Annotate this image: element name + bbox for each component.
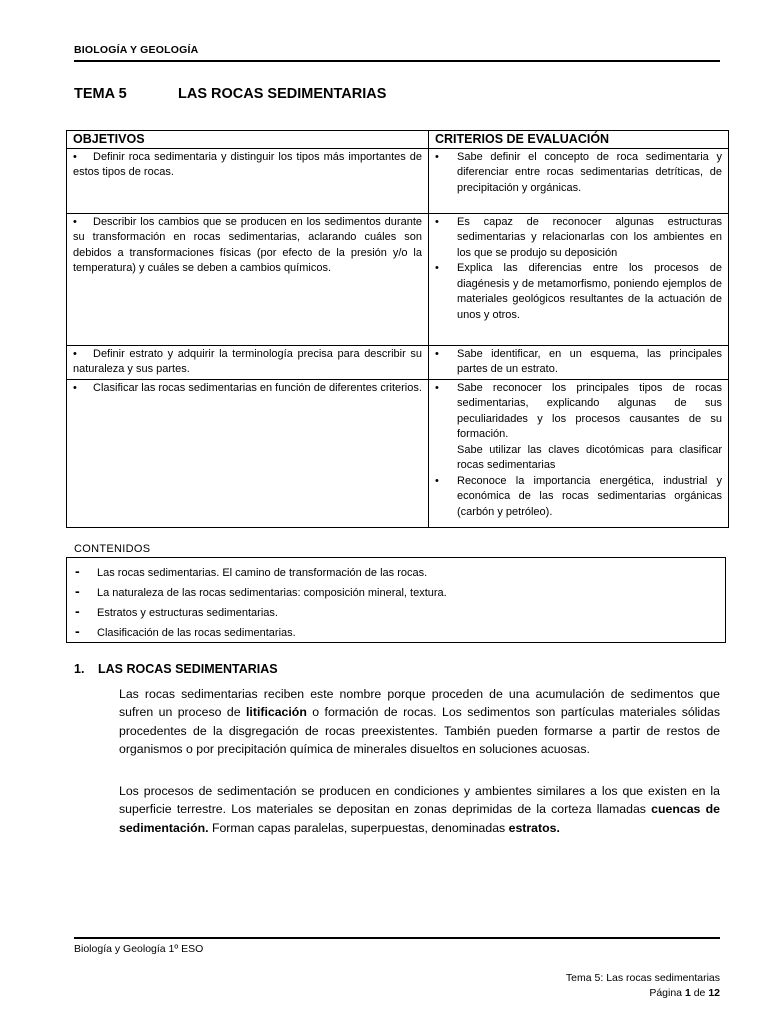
criteria-continuation: Sabe utilizar las claves dicotómicas para clasificar rocas sedimentarias — [457, 443, 722, 471]
criteria-cell — [429, 379, 729, 527]
dash-icon: - — [75, 563, 80, 579]
footer-course: Biología y Geología 1º ESO — [74, 943, 204, 955]
criteria-text: Sabe definir el concepto de roca sedimentaria y diferenciar entre rocas sedimentarias detríticas, de precipitación y orgánicas. — [457, 150, 722, 194]
criteria-cell — [429, 345, 729, 379]
bullet-icon: • — [73, 215, 77, 228]
page-total: 12 — [708, 987, 720, 999]
table-header-row — [67, 131, 729, 149]
contenidos-item-text: Estratos y estructuras sedimentarias. — [97, 607, 278, 619]
criteria-item — [435, 150, 722, 197]
objective-text: Definir estrato y adquirir la terminología precisa para describir su naturaleza y sus partes. — [73, 347, 422, 375]
footer-divider — [74, 937, 720, 939]
bullet-icon: • — [73, 347, 77, 360]
criteria-text: Explica las diferencias entre los procesos de diagénesis y de metamorfismo, poniendo ejemplos de materiales geológicos resultantes de la actuación de unos y otros. — [457, 262, 722, 321]
title-number: TEMA 5 — [74, 86, 127, 102]
table-row — [67, 148, 729, 213]
section-heading — [74, 662, 278, 676]
list-item — [75, 601, 725, 621]
table-row — [67, 345, 729, 379]
contenidos-box — [66, 557, 726, 643]
body-paragraph-2 — [119, 782, 720, 837]
column-header-criterios: CRITERIOS DE EVALUACIÓN — [429, 131, 729, 149]
objective-cell — [67, 379, 429, 527]
term-cuencas: cuencas de sedimentación. — [119, 802, 720, 835]
objective-cell — [67, 345, 429, 379]
criteria-cell — [429, 213, 729, 345]
criteria-item — [435, 474, 722, 521]
objective-text: Describir los cambios que se producen en los sedimentos durante su transformación en rocas sedimentarias, aclarando cuáles son debidos a transformaciones físicas (por efecto de la presión y/o la temperatura) y cuáles se deben a cambios químicos. — [73, 215, 422, 274]
table-row — [67, 213, 729, 345]
page-of: de — [693, 987, 706, 999]
objective-cell — [67, 148, 429, 213]
bullet-icon: • — [435, 381, 439, 394]
section-number: 1. — [74, 662, 85, 676]
criteria-text: Sabe identificar, en un esquema, las principales partes de un estrato. — [457, 347, 722, 375]
criteria-item — [435, 261, 722, 323]
criteria-text: Es capaz de reconocer algunas estructuras sedimentarias y relacionarlas con los ambientes en los que se produjo su deposición — [457, 215, 722, 259]
footer-page-info — [566, 971, 720, 1001]
objective-text: Clasificar las rocas sedimentarias en función de diferentes criterios. — [93, 381, 422, 394]
objective-text: Definir roca sedimentaria y distinguir los tipos más importantes de estos tipos de rocas. — [73, 150, 422, 178]
bullet-icon: • — [73, 150, 77, 163]
criteria-item — [435, 347, 722, 378]
list-item — [75, 561, 725, 581]
contenidos-item-text: Clasificación de las rocas sedimentarias. — [97, 627, 296, 639]
contenidos-item-text: Las rocas sedimentarias. El camino de transformación de las rocas. — [97, 567, 428, 579]
page-word: Página — [649, 987, 683, 999]
section-title: LAS ROCAS SEDIMENTARIAS — [98, 662, 278, 676]
list-item — [75, 621, 725, 641]
contenidos-label: CONTENIDOS — [74, 543, 151, 555]
title-name: LAS ROCAS SEDIMENTARIAS — [178, 86, 387, 102]
dash-icon: - — [75, 603, 80, 619]
column-header-objetivos: OBJETIVOS — [67, 131, 429, 149]
dash-icon: - — [75, 623, 80, 639]
criteria-cell — [429, 148, 729, 213]
page-current: 1 — [684, 987, 691, 999]
term-estratos: estratos. — [508, 820, 560, 835]
bullet-icon: • — [435, 150, 439, 163]
body-paragraph-1 — [119, 685, 720, 758]
bullet-icon: • — [73, 381, 77, 394]
page-number — [566, 986, 720, 1001]
criteria-text: Reconoce la importancia energética, industrial y económica de las rocas sedimentarias orgánicas (carbón y petróleo). — [457, 474, 722, 518]
footer-topic: Tema 5: Las rocas sedimentarias — [565, 972, 720, 984]
table-row — [67, 379, 729, 527]
dash-icon: - — [75, 583, 80, 599]
paragraph-text: Las rocas sedimentarias reciben este nombre porque proceden de una acumulación de sedimentos que sufren un proceso de — [119, 687, 720, 720]
contenidos-item-text: La naturaleza de las rocas sedimentarias: composición mineral, textura. — [97, 587, 447, 599]
criteria-item — [435, 381, 722, 443]
page-header — [74, 44, 720, 62]
paragraph-text: Forman capas paralelas, superpuestas, denominadas — [208, 820, 509, 835]
objective-cell — [67, 213, 429, 345]
criteria-item — [435, 215, 722, 262]
paragraph-text: o formación de rocas. Los sedimentos son partículas materiales sólidas procedentes de la disgregación de rocas preexistentes. También pueden formarse a partir de restos de organismos o por precipitación química de minerales disueltos en soluciones acuosas. — [119, 705, 720, 756]
bullet-icon: • — [435, 347, 439, 360]
list-item — [75, 581, 725, 601]
term-litificacion: litificación — [246, 705, 307, 720]
paragraph-text: Los procesos de sedimentación se producen en condiciones y ambientes similares a los que existen en la superficie terrestre. Los materiales se depositan en zonas deprimidas de la corteza llamadas — [119, 784, 720, 817]
header-subject: BIOLOGÍA Y GEOLOGÍA — [74, 44, 199, 56]
criteria-text: Sabe reconocer los principales tipos de rocas sedimentarias, explicando algunas de sus peculiaridades y los procesos causantes de su formación. — [457, 381, 722, 440]
bullet-icon: • — [435, 262, 439, 274]
bullet-icon: • — [435, 215, 439, 228]
bullet-icon: • — [435, 474, 439, 487]
page-title — [74, 86, 720, 102]
objectives-table — [66, 130, 729, 528]
